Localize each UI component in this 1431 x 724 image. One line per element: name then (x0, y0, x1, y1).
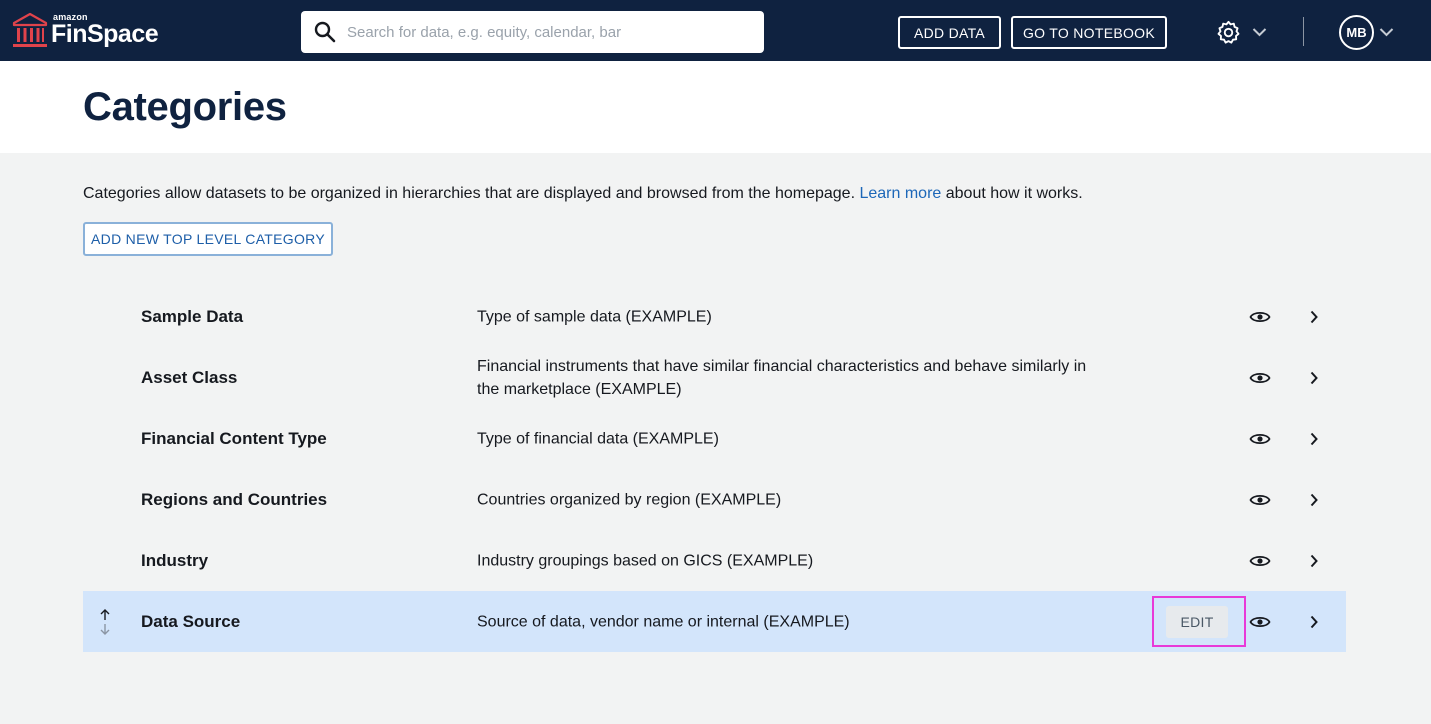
category-row[interactable] (83, 347, 1346, 408)
search-bar[interactable] (301, 11, 764, 53)
add-data-button[interactable]: ADD DATA (898, 16, 1001, 49)
chevron-down-icon[interactable] (1252, 26, 1267, 38)
eye-icon[interactable] (1249, 370, 1271, 386)
bank-logo-icon (11, 12, 49, 50)
category-name: Asset Class (141, 367, 238, 387)
category-description: Source of data, vendor name or internal (EXAMPLE) (477, 613, 850, 630)
eye-icon[interactable] (1249, 431, 1271, 447)
edit-button[interactable]: EDIT (1166, 606, 1228, 638)
top-nav-bar (0, 0, 1431, 61)
intro-text (83, 185, 1083, 203)
go-to-notebook-button[interactable]: GO TO NOTEBOOK (1011, 16, 1167, 49)
header-divider (1303, 17, 1304, 46)
category-name: Sample Data (141, 306, 244, 326)
finspace-logo[interactable] (11, 10, 171, 52)
eye-icon[interactable] (1249, 553, 1271, 569)
eye-icon[interactable] (1249, 614, 1271, 630)
category-name: Financial Content Type (141, 428, 327, 448)
category-description: Industry groupings based on GICS (EXAMPLE) (477, 552, 814, 569)
category-row[interactable] (83, 530, 1346, 591)
category-name: Industry (141, 550, 209, 570)
gear-icon[interactable] (1216, 20, 1241, 45)
eye-icon[interactable] (1249, 309, 1271, 325)
chevron-down-icon[interactable] (1379, 26, 1394, 38)
chevron-right-icon[interactable] (1309, 492, 1319, 507)
drag-handle-icon[interactable] (98, 608, 112, 636)
chevron-right-icon[interactable] (1309, 309, 1319, 324)
category-description: Type of financial data (EXAMPLE) (477, 430, 719, 447)
page-title: Categories (83, 85, 287, 129)
chevron-right-icon[interactable] (1309, 614, 1319, 629)
category-description: Financial instruments that have similar financial characteristics and behave similarly in the marketplace (EXAMPLE) (477, 357, 1087, 398)
user-avatar[interactable]: MB (1339, 15, 1374, 50)
category-row[interactable] (83, 469, 1346, 530)
category-row[interactable] (83, 408, 1346, 469)
category-description: Countries organized by region (EXAMPLE) (477, 491, 782, 508)
logo-amazon-text: amazon (53, 12, 88, 22)
logo-finspace-text: FinSpace (51, 20, 159, 48)
learn-more-link[interactable]: Learn more (859, 185, 942, 202)
chevron-right-icon[interactable] (1309, 370, 1319, 385)
intro-description: Categories allow datasets to be organized in hierarchies that are displayed and browsed from the homepage. (83, 185, 856, 202)
category-row[interactable] (83, 286, 1346, 347)
search-input[interactable] (347, 11, 752, 53)
page-header (0, 61, 1431, 153)
eye-icon[interactable] (1249, 492, 1271, 508)
intro-suffix: about how it works. (945, 185, 1083, 202)
chevron-right-icon[interactable] (1309, 431, 1319, 446)
category-description: Type of sample data (EXAMPLE) (477, 308, 712, 325)
category-name: Data Source (141, 611, 241, 631)
chevron-right-icon[interactable] (1309, 553, 1319, 568)
search-icon (314, 21, 336, 43)
category-row-selected[interactable] (83, 591, 1346, 652)
category-name: Regions and Countries (141, 489, 328, 509)
add-top-level-category-button[interactable]: ADD NEW TOP LEVEL CATEGORY (83, 222, 333, 256)
